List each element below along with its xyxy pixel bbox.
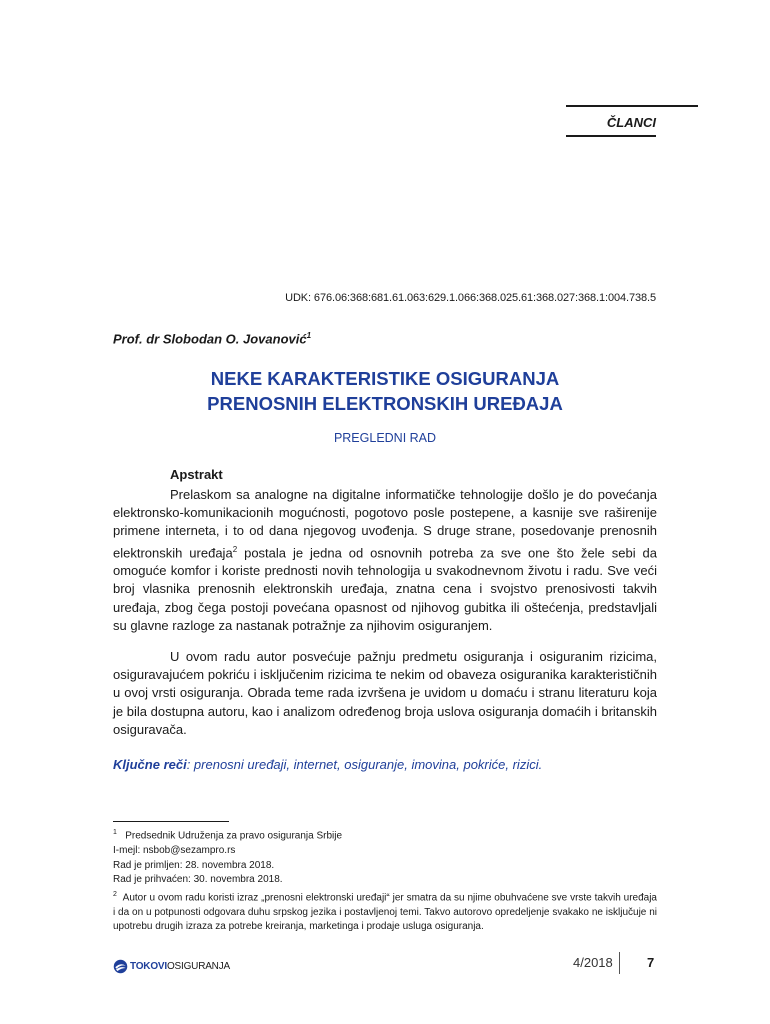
logo-swirl-icon <box>113 959 128 974</box>
footnote-2 <box>113 888 657 935</box>
logo-rest: OSIGURANJA <box>166 960 230 972</box>
header-rule-bottom <box>566 135 656 137</box>
abstract-paragraph-2 <box>113 648 657 739</box>
abstract-paragraph-1 <box>113 486 657 635</box>
keywords-line <box>113 757 542 772</box>
article-type: PREGLEDNI RAD <box>333 431 437 445</box>
title-line-2: PRENOSNIH ELEKTRONSKIH UREĐAJA <box>207 393 563 414</box>
abstract-p2-text: U ovom radu autor posvećuje pažnju predmetu osiguranja i osiguranim rizicima, osiguravajućem pokriću i isključenim rizicima te nekim od obaveza osiguranika karakterističnih u ovoj vrsti osiguranja. Obrada teme rada izvršena je uvidom u domaću i stranu literaturu koja je bila dostupna autoru, kao i analizom određenog broja uslova osiguranja domaćih i britanskih osiguravača. <box>113 649 657 737</box>
footnote-1-mark: 1 <box>113 829 117 836</box>
logo-brand: TOKOVI <box>130 960 167 972</box>
footnote-1 <box>113 826 657 844</box>
journal-logo <box>113 957 230 975</box>
author-name: Prof. dr Slobodan O. Jovanović <box>113 331 307 347</box>
footnote-2-text: Autor u ovom radu koristi izraz „prenosni elektronski uređaji“ jer smatra da su njime obuhvaćene sve vrste takvih uređaja i da on u potpunosti odgovara duhu srpskog jezika i postavljenoj temi. Takvo autorovo opredeljenje svakako ne isključuje ni upotrebu drugih izraza za potrebe kreiranja, marketinga i prodaje usluga osiguranja. <box>113 892 657 933</box>
author-footnote-mark: 1 <box>306 331 312 340</box>
footer-divider <box>619 952 620 974</box>
footnote-accepted: Rad je prihvaćen: 30. novembra 2018. <box>113 874 283 886</box>
abstract-p1-end: postala je jedna od osnovnih potreba za sve one što žele sebi da omoguće komfor i koriste prednosti novih tehnologija u svakodnevnom životu i radu. Sve veći broj vlasnika prenosnih elektronskih uređaja, znatna cena i svojstvo prenosivosti takvih uređaja, zbog čega postoji povećana opasnost od njihovog gubitka ili oštećenja, predstavljali su glavne razloge za nastanak potražnje za njihovim osiguranjem. <box>113 544 657 633</box>
issue-number: 4/2018 <box>573 955 613 970</box>
footnote-divider <box>113 821 229 822</box>
author-line <box>113 331 311 346</box>
abstract-footnote-mark: 2 <box>232 544 238 554</box>
article-title <box>113 366 657 416</box>
keywords-label: Ključne reči <box>113 757 187 772</box>
logo-text <box>130 961 230 972</box>
footnote-1-text: Predsednik Udruženja za pravo osiguranja Srbije <box>125 830 343 842</box>
footnote-2-mark: 2 <box>113 890 117 898</box>
footnote-email: I-mejl: nsbob@sezampro.rs <box>113 844 236 856</box>
section-label: ČLANCI <box>606 115 656 130</box>
abstract-heading: Apstrakt <box>170 467 223 482</box>
header-rule-top <box>566 105 698 107</box>
abstract-p1-start: Prelaskom sa analogne na digitalne informatičke tehnologije došlo je do povećanja elektronsko-komunikacionih mogućnosti, pogotovo posle postepene, a kasnije sve raširenije primene interneta, i to od dana njegovog uvođenja. S druge strane, posedovanje prenosnih elektronskih uređaja <box>113 487 657 560</box>
keywords-text: : prenosni uređaji, internet, osiguranje, imovina, pokriće, rizici. <box>186 757 543 772</box>
footnote-received: Rad je primljen: 28. novembra 2018. <box>113 859 275 871</box>
footnotes <box>113 826 657 935</box>
title-line-1: NEKE KARAKTERISTIKE OSIGURANJA <box>210 368 560 389</box>
udk-code: UDK: 676.06:368:681.61.063:629.1.066:368.025.61:368.027:368.1:004.738.5 <box>285 292 656 304</box>
page-number: 7 <box>647 955 655 970</box>
